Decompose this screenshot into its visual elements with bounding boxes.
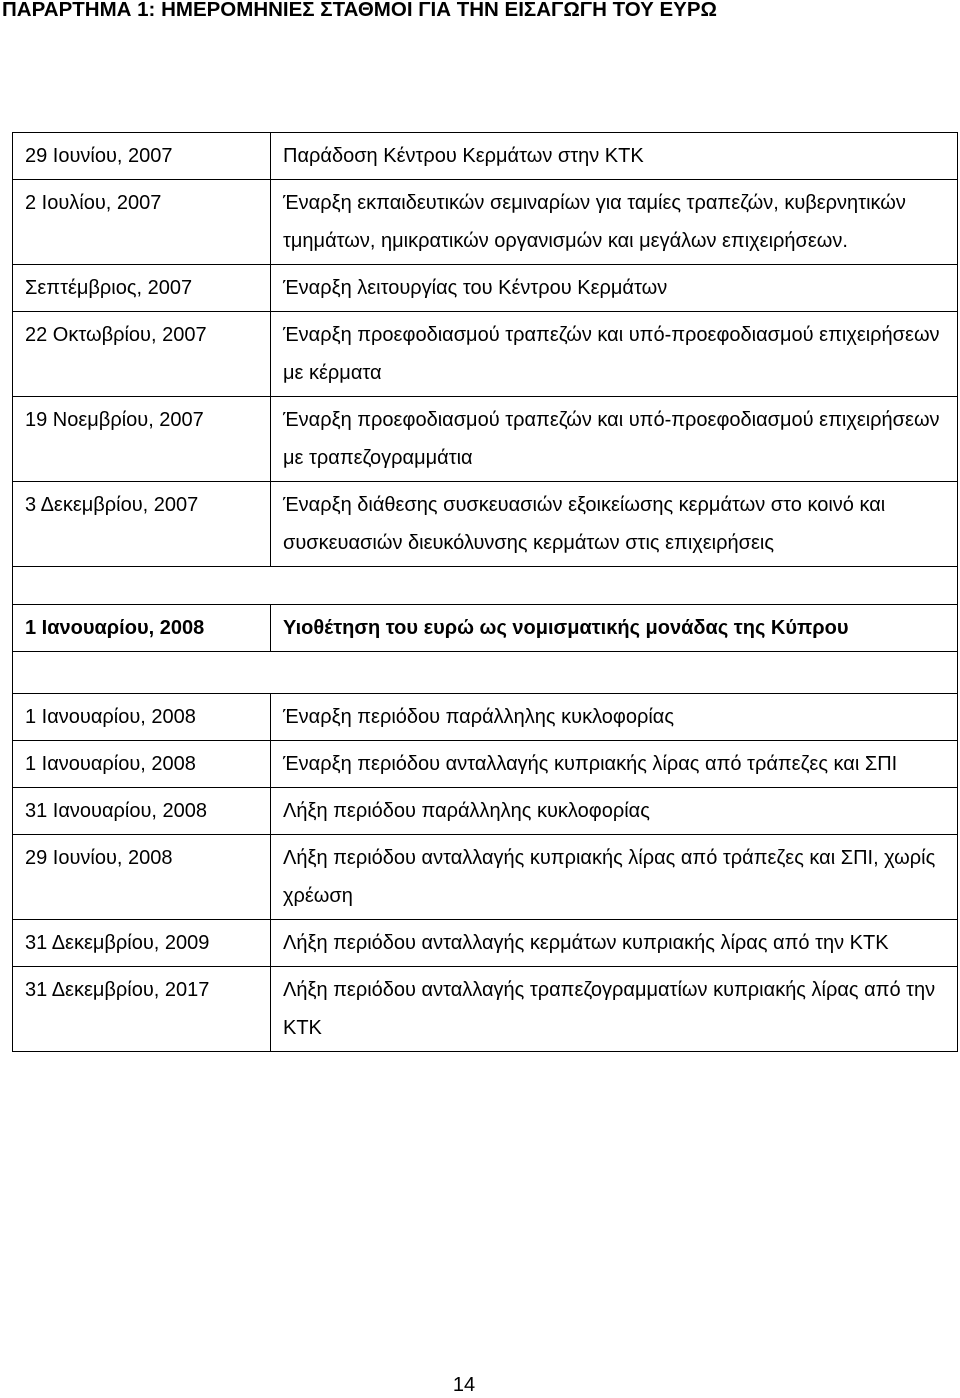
- date-cell: 31 Δεκεμβρίου, 2009: [25, 932, 210, 954]
- event-cell: Έναρξη προεφοδιασμού τραπεζών και υπό-προεφοδιασμού επιχειρήσεων με τραπεζογραμμάτια: [283, 409, 940, 469]
- event-cell: Έναρξη διάθεσης συσκευασιών εξοικείωσης κερμάτων στο κοινό και συσκευασιών διευκόλυνσης κερμάτων στις επιχειρήσεις: [283, 494, 886, 554]
- highlight-row: [13, 605, 958, 652]
- table-row: [13, 920, 958, 967]
- table-row: [13, 265, 958, 312]
- date-cell: 3 Δεκεμβρίου, 2007: [25, 494, 199, 516]
- event-cell: Έναρξη περιόδου παράλληλης κυκλοφορίας: [283, 706, 674, 728]
- event-cell: Έναρξη λειτουργίας του Κέντρου Κερμάτων: [283, 277, 668, 299]
- table-row: [13, 788, 958, 835]
- separator-row: [13, 652, 958, 694]
- date-cell: Σεπτέμβριος, 2007: [25, 277, 193, 299]
- table-row: [13, 967, 958, 1052]
- date-cell: 22 Οκτωβρίου, 2007: [25, 324, 207, 346]
- table-row: [13, 694, 958, 741]
- event-cell: Έναρξη περιόδου ανταλλαγής κυπριακής λίρας από τράπεζες και ΣΠΙ: [283, 753, 898, 775]
- event-cell: Λήξη περιόδου ανταλλαγής τραπεζογραμματίων κυπριακής λίρας από την ΚΤΚ: [283, 979, 936, 1039]
- table-row: [13, 835, 958, 920]
- document-title: ΠΑΡΑΡΤΗΜΑ 1: ΗΜΕΡΟΜΗΝΙΕΣ ΣΤΑΘΜΟΙ ΓΙΑ ΤΗΝ ΕΙΣΑΓΩΓΗ ΤΟΥ ΕΥΡΩ: [2, 0, 717, 21]
- event-cell: Παράδοση Κέντρου Κερμάτων στην ΚΤΚ: [283, 145, 644, 167]
- table-row: [13, 133, 958, 180]
- table-row: [13, 482, 958, 567]
- page-number: 14: [452, 1374, 476, 1396]
- date-cell: 19 Νοεμβρίου, 2007: [25, 409, 204, 431]
- table-row: [13, 180, 958, 265]
- date-cell: 31 Ιανουαρίου, 2008: [25, 800, 208, 822]
- event-cell: Λήξη περιόδου παράλληλης κυκλοφορίας: [283, 800, 650, 822]
- table-row: [13, 397, 958, 482]
- table-row: [13, 741, 958, 788]
- empty-cell: [13, 567, 958, 605]
- event-cell: Λήξη περιόδου ανταλλαγής κυπριακής λίρας από τράπεζες και ΣΠΙ, χωρίς χρέωση: [283, 847, 936, 907]
- date-cell: 1 Ιανουαρίου, 2008: [25, 706, 196, 728]
- date-cell: 2 Ιουλίου, 2007: [25, 192, 162, 214]
- date-cell: 29 Ιουνίου, 2007: [25, 145, 173, 167]
- milestones-table: [12, 132, 958, 1052]
- date-cell: 29 Ιουνίου, 2008: [25, 847, 173, 869]
- date-cell: 1 Ιανουαρίου, 2008: [25, 617, 205, 639]
- event-cell: Υιοθέτηση του ευρώ ως νομισματικής μονάδας της Κύπρου: [283, 617, 849, 639]
- event-cell: Λήξη περιόδου ανταλλαγής κερμάτων κυπριακής λίρας από την ΚΤΚ: [283, 932, 889, 954]
- event-cell: Έναρξη εκπαιδευτικών σεμιναρίων για ταμίες τραπεζών, κυβερνητικών τμημάτων, ημικρατικών οργανισμών και μεγάλων επιχειρήσεων.: [283, 192, 906, 252]
- separator-row: [13, 567, 958, 605]
- empty-cell: [13, 652, 958, 694]
- table-row: [13, 312, 958, 397]
- date-cell: 1 Ιανουαρίου, 2008: [25, 753, 196, 775]
- date-cell: 31 Δεκεμβρίου, 2017: [25, 979, 210, 1001]
- event-cell: Έναρξη προεφοδιασμού τραπεζών και υπό-προεφοδιασμού επιχειρήσεων με κέρματα: [283, 324, 940, 384]
